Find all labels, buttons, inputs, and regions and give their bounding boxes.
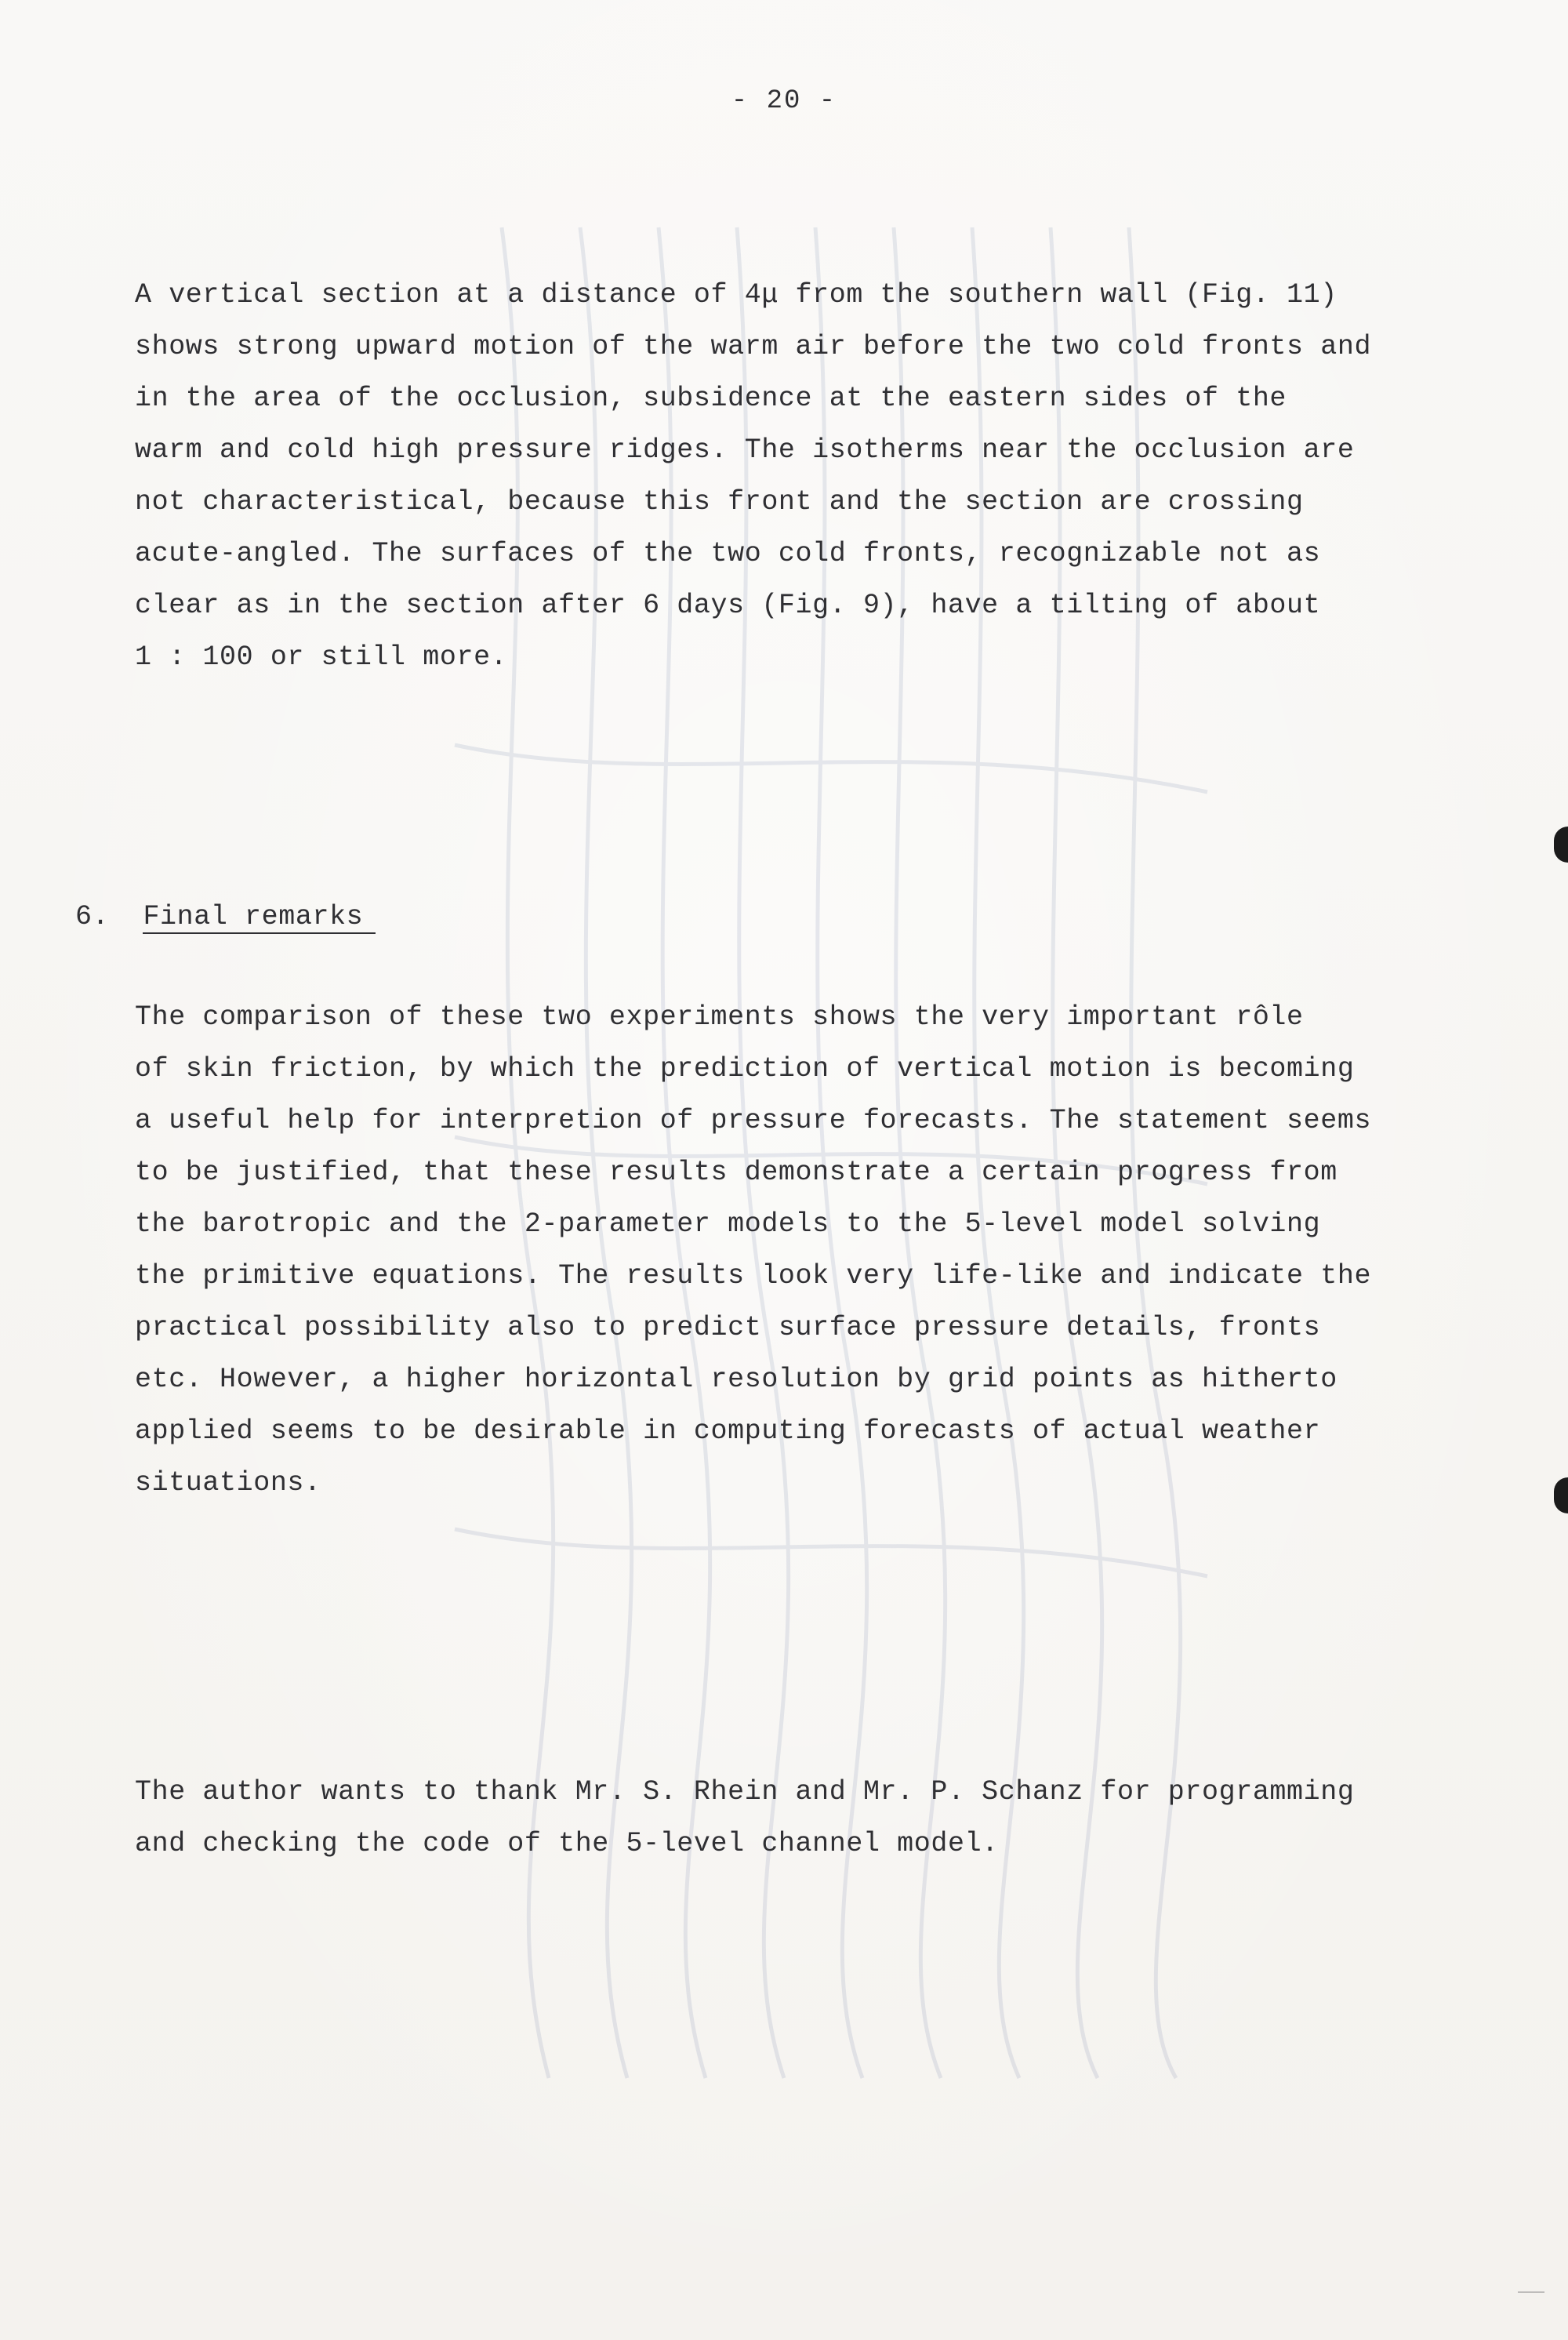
section-number: 6. (75, 901, 110, 932)
text-line: clear as in the section after 6 days (Fig. 9), have a tilting of about (135, 590, 1321, 621)
punch-hole-mark (1554, 1477, 1568, 1513)
text-line: in the area of the occlusion, subsidence at the eastern sides of the (135, 383, 1287, 414)
text-line: of skin friction, by which the prediction of vertical motion is becoming (135, 1053, 1355, 1085)
text-line: etc. However, a higher horizontal resolution by grid points as hitherto (135, 1364, 1338, 1395)
text-line: 1 : 100 or still more. (135, 641, 508, 673)
text-line: situations. (135, 1467, 321, 1499)
punch-hole-mark (1554, 827, 1568, 863)
page-edge-mark (1518, 2291, 1544, 2293)
text-line: A vertical section at a distance of 4μ from the southern wall (Fig. 11) (135, 279, 1338, 311)
text-line: acute-angled. The surfaces of the two cold fronts, recognizable not as (135, 538, 1321, 569)
text-line: shows strong upward motion of the warm air before the two cold fronts and (135, 331, 1372, 362)
text-line: The author wants to thank Mr. S. Rhein and Mr. P. Schanz for programming (135, 1776, 1355, 1808)
text-line: The comparison of these two experiments shows the very important rôle (135, 1001, 1304, 1033)
section-title: Final remarks (143, 901, 376, 934)
paragraph-comparison (135, 991, 1515, 1509)
text-line: the barotropic and the 2-parameter models to the 5-level model solving (135, 1208, 1321, 1240)
paragraph-acknowledgement (135, 1766, 1515, 1869)
page-number: - 20 - (731, 86, 837, 116)
paragraph-vertical-section (135, 269, 1515, 683)
section-heading (75, 891, 376, 943)
text-line: the primitive equations. The results look very life-like and indicate the (135, 1260, 1372, 1292)
text-line: and checking the code of the 5-level channel model. (135, 1828, 999, 1859)
text-line: to be justified, that these results demonstrate a certain progress from (135, 1157, 1338, 1188)
text-line: practical possibility also to predict surface pressure details, fronts (135, 1312, 1321, 1343)
text-line: a useful help for interpretion of pressure forecasts. The statement seems (135, 1105, 1372, 1136)
text-line: applied seems to be desirable in computing forecasts of actual weather (135, 1415, 1321, 1447)
text-line: warm and cold high pressure ridges. The isotherms near the occlusion are (135, 434, 1355, 466)
text-line: not characteristical, because this front and the section are crossing (135, 486, 1304, 518)
